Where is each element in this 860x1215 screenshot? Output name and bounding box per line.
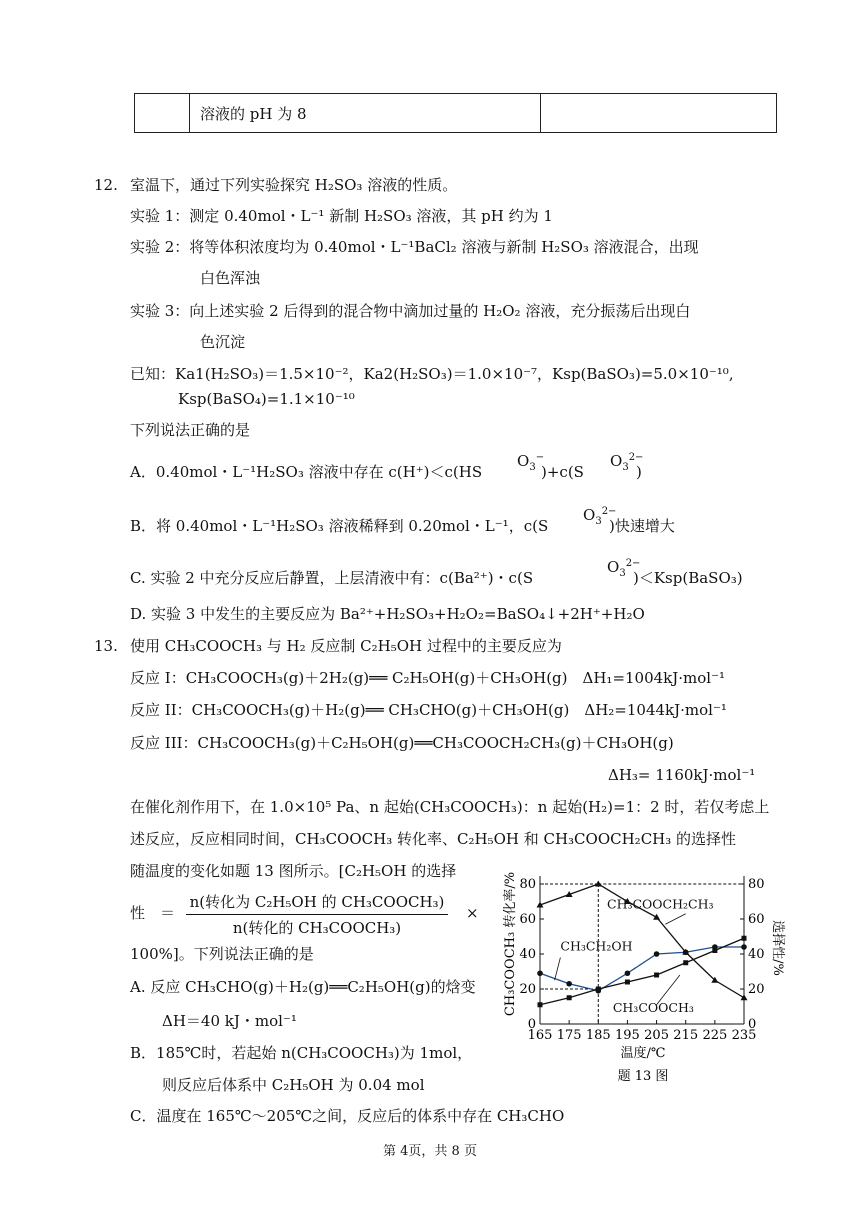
page-footer: 第 4页，共 8 页: [383, 1144, 477, 1159]
label-leader-line: [555, 958, 561, 981]
q13-reaction-3: 反应 III：CH₃COOCH₃(g)＋C₂H₅OH(g)══CH₃COOCH₂CH₃(g)＋CH₃OH(g): [130, 734, 674, 752]
data-point-square: [712, 948, 717, 953]
q12-exp3-line2: 色沉淀: [200, 333, 246, 351]
y-tick-label-left: 60: [519, 912, 536, 927]
q12-number: 12.: [94, 176, 118, 194]
q12-option-c-tail: )＜Ksp(BaSO₃): [633, 569, 743, 587]
data-point-square: [625, 980, 630, 985]
q12-exp2-line2: 白色浑浊: [200, 269, 261, 287]
x-tick-label: 225: [702, 1028, 728, 1043]
figure-13-chart: [498, 864, 783, 1097]
x-axis-label: 温度/℃: [620, 1046, 666, 1061]
data-point-circle: [683, 949, 689, 955]
q13-option-b-line1: B．185℃时，若起始 n(CH₃COOCH₃)为 1mol，: [130, 1044, 473, 1062]
times-sign: ×: [466, 904, 479, 922]
y-tick-label-right: 60: [748, 912, 765, 927]
data-point-square: [742, 936, 747, 941]
y-tick-label-right: 40: [748, 947, 765, 962]
x-tick-label: 175: [556, 1028, 582, 1043]
q12-option-d: D. 实验 3 中发生的主要反应为 Ba²⁺+H₂SO₃+H₂O₂=BaSO₄↓+2H⁺+H₂O: [130, 605, 645, 623]
data-point-circle: [625, 970, 631, 976]
data-point-circle: [654, 951, 660, 957]
fraction-numerator: n(转化为 C₂H₅OH 的 CH₃COOCH₃): [186, 891, 448, 915]
data-point-triangle: [653, 914, 660, 920]
q13-option-a-line1: A. 反应 CH₃CHO(g)＋H₂(g)══C₂H₅OH(g)的焓变: [130, 978, 476, 996]
q13-reaction-2: 反应 II：CH₃COOCH₃(g)＋H₂(g)══ CH₃CHO(g)＋CH₃OH(g) ΔH₂=1044kJ·mol⁻¹: [130, 701, 727, 719]
y-tick-label-right: 20: [748, 982, 765, 997]
q12-option-b-tail: )快速增大: [609, 517, 675, 535]
series-label: CH₃COOCH₃: [612, 999, 694, 1015]
data-point-triangle: [741, 994, 748, 1000]
x-tick-label: 165: [527, 1028, 553, 1043]
data-point-circle: [741, 944, 747, 950]
table-cell-3: [541, 94, 777, 133]
y-axis-label-left: CH₃COOCH₃ 转化率/%: [503, 871, 518, 1017]
answer-table-row: [134, 93, 777, 133]
y-tick-label-right: 80: [748, 877, 765, 892]
ion-hso3-minus: $O_3^-$: [517, 452, 545, 473]
x-tick-label: 195: [615, 1028, 640, 1043]
q12-exp1: 实验 1：测定 0.40mol・L⁻¹ 新制 H₂SO₃ 溶液，其 pH 约为 1: [130, 207, 553, 225]
q12-option-a: A．0.40mol・L⁻¹H₂SO₃ 溶液中存在 c(H⁺)＜c(HS: [130, 463, 483, 481]
q13-selectivity-prefix: 性 ＝: [130, 904, 176, 922]
selectivity-fraction: [186, 891, 448, 938]
ion-so3-2minus: $O_3^{2-}$: [607, 558, 641, 579]
q12-ask: 下列说法正确的是: [130, 421, 251, 439]
x-tick-label: 205: [644, 1028, 669, 1043]
data-point-circle: [537, 970, 543, 976]
q12-exp2-line1: 实验 2：将等体积浓度均为 0.40mol・L⁻¹BaCl₂ 溶液与新制 H₂SO₃ 溶液混合，出现: [130, 238, 699, 256]
q13-reaction-3-dh: ΔH₃= 1160kJ·mol⁻¹: [608, 766, 756, 784]
y-tick-label-left: 0: [527, 1017, 536, 1032]
q13-selectivity-end: 100%]。下列说法正确的是: [130, 945, 314, 963]
table-cell-2: 溶液的 pH 为 8: [190, 94, 541, 133]
q12-exp3-line1: 实验 3：向上述实验 2 后得到的混合物中滴加过量的 H₂O₂ 溶液，充分振荡后出现白: [130, 302, 691, 320]
fraction-denominator: n(转化的 CH₃COOCH₃): [232, 919, 402, 937]
x-tick-label: 215: [673, 1028, 699, 1043]
q13-option-b-line2: 则反应后体系中 C₂H₅OH 为 0.04 mol: [162, 1076, 425, 1094]
q13-reaction-1: 反应 I：CH₃COOCH₃(g)＋2H₂(g)══ C₂H₅OH(g)＋CH₃OH(g) ΔH₁=1004kJ·mol⁻¹: [130, 669, 726, 687]
y-tick-label-right: 0: [748, 1017, 757, 1032]
y-axis-label-right: 选择性/%: [770, 920, 785, 976]
q12-option-b: B．将 0.40mol・L⁻¹H₂SO₃ 溶液稀释到 0.20mol・L⁻¹，c(S: [130, 517, 549, 535]
q12-option-a-end: ): [636, 463, 642, 481]
q13-condition-line1: 在催化剂作用下，在 1.0×10⁵ Pa、n 起始(CH₃COOCH₃)：n 起始(H₂)=1：2 时，若仅考虑上: [130, 798, 770, 816]
data-point-square: [654, 973, 659, 978]
x-tick-label: 185: [585, 1028, 611, 1043]
q12-option-c: C. 实验 2 中充分反应后静置，上层清液中有：c(Ba²⁺)・c(S: [130, 569, 534, 587]
data-point-square: [683, 960, 688, 965]
y-tick-label-left: 80: [519, 877, 536, 892]
q12-known-line1: 已知：Ka1(H₂SO₃)＝1.5×10⁻²，Ka2(H₂SO₃)＝1.0×10⁻⁷，Ksp(BaSO₃)=5.0×10⁻¹⁰,: [130, 365, 734, 383]
q13-condition-line2: 述反应，反应相同时间，CH₃COOCH₃ 转化率、C₂H₅OH 和 CH₃COOCH₂CH₃ 的选择性: [130, 830, 737, 848]
q12-stem: 室温下，通过下列实验探究 H₂SO₃ 溶液的性质。: [130, 176, 458, 194]
q13-option-a-line2: ΔH＝40 kJ・mol⁻¹: [162, 1012, 297, 1030]
data-point-square: [567, 995, 572, 1000]
ion-so3-2minus: $O_3^{2-}$: [610, 452, 644, 473]
table-cell-1: [135, 94, 190, 133]
figure-caption: 题 13 图: [617, 1069, 669, 1084]
series-label: CH₃CH₂OH: [560, 938, 633, 954]
q12-known-line2: Ksp(BaSO₄)=1.1×10⁻¹⁰: [178, 390, 355, 408]
data-point-square: [538, 1002, 543, 1007]
q13-number: 13.: [94, 637, 118, 655]
y-tick-label-left: 40: [519, 947, 536, 962]
q13-condition-line3: 随温度的变化如题 13 图所示。[C₂H₅OH 的选择: [130, 862, 457, 880]
q12-option-a-tail: )+c(S: [541, 463, 584, 481]
ion-so3-2minus: $O_3^{2-}$: [583, 506, 617, 527]
label-leader-line: [665, 914, 685, 925]
q13-option-c: C．温度在 165℃～205℃之间，反应后的体系中存在 CH₃CHO: [130, 1107, 565, 1125]
x-tick-label: 235: [731, 1028, 757, 1043]
data-point-circle: [566, 981, 572, 987]
data-point-square: [596, 987, 601, 992]
y-tick-label-left: 20: [519, 982, 536, 997]
q13-stem: 使用 CH₃COOCH₃ 与 H₂ 反应制 C₂H₅OH 过程中的主要反应为: [130, 637, 562, 655]
series-label: CH₃COOCH₂CH₃: [607, 896, 714, 912]
